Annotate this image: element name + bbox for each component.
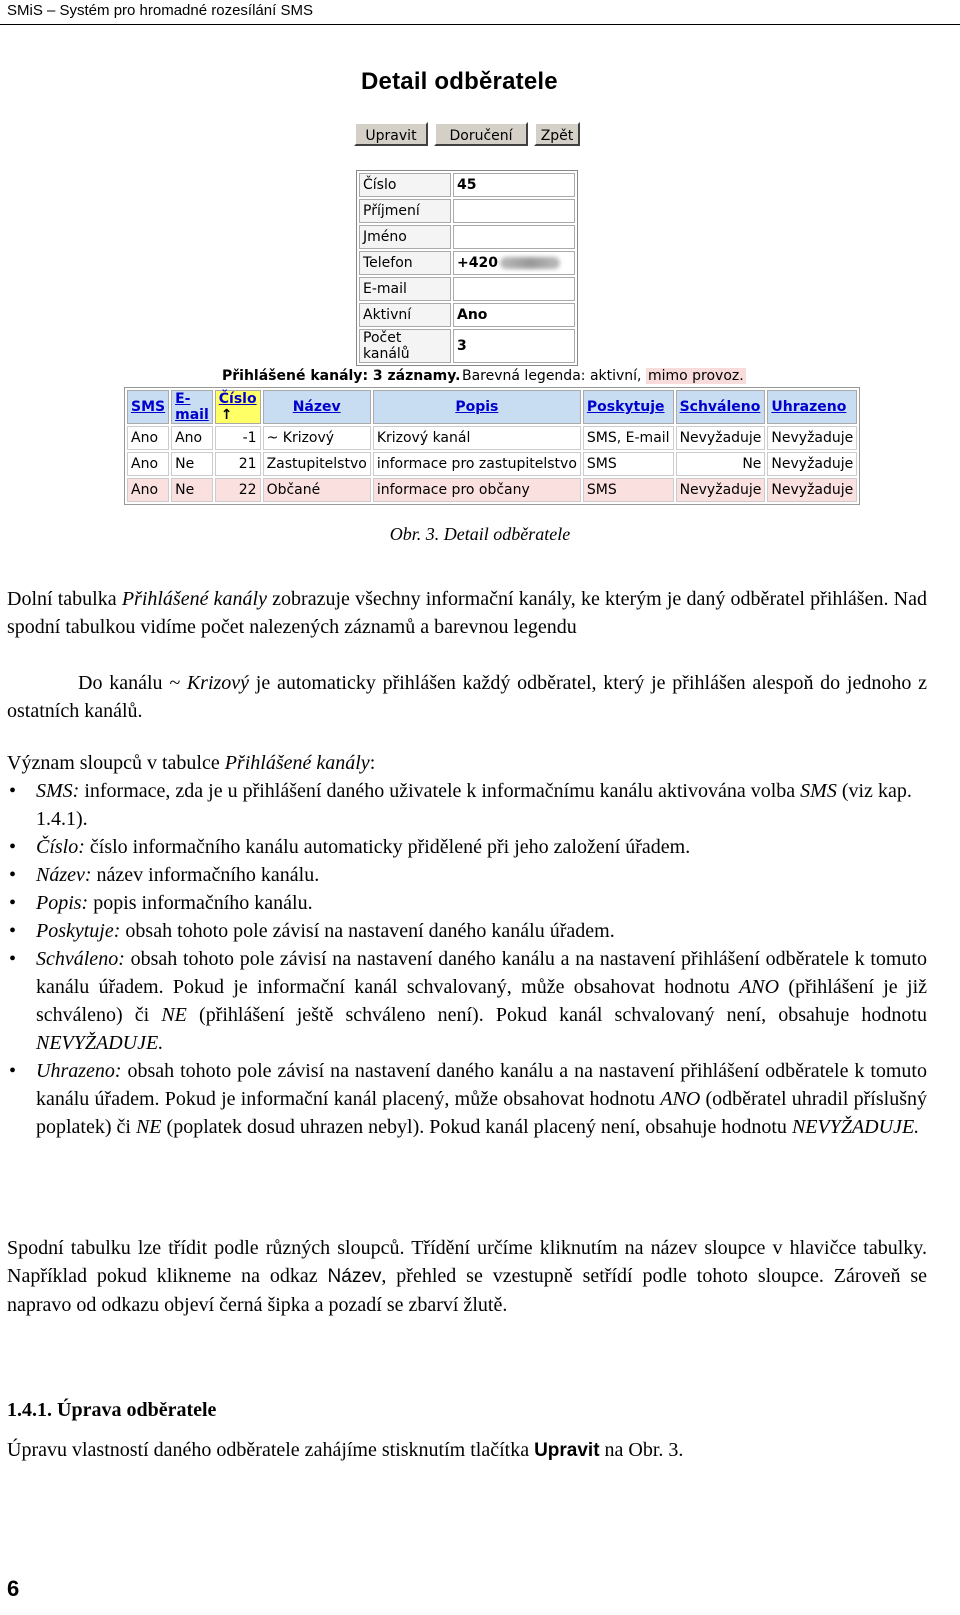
term: SMS: [36,780,80,802]
emphasis: ANO [739,976,780,998]
cell-paid: Nevyžaduje [767,478,857,502]
emphasis: NEVYŽADUJE. [791,1116,920,1138]
term: Název: [36,864,92,886]
detail-row [359,251,575,275]
detail-value: Ano [453,303,575,327]
table-row [127,452,857,476]
cell-sms: Ano [127,478,169,502]
emphasis: NEVYŽADUJE. [36,1032,164,1054]
phone-value: +420 [457,255,498,271]
emphasis: ANO [660,1088,701,1110]
list-item [7,861,927,889]
text: obsah tohoto pole závisí na nastavení daného kanálu a na nastavení přihlášení odběratele k tomuto kanálu úřadem. Pokud je informační kanál placený, může obsahovat hodnotu [36,1060,927,1110]
column-meaning-intro [7,749,927,777]
column-header-provides[interactable]: Poskytuje [583,390,674,424]
detail-title: Detail odběratele [361,68,558,95]
column-meaning-section [7,749,927,1141]
column-meaning-list [7,777,927,1141]
bullet-icon: • [9,892,17,914]
cell-approved: Nevyžaduje [676,478,766,502]
figure-caption: Obr. 3. Detail odběratele [389,524,571,544]
cell-email: Ne [171,478,213,502]
channels-table [124,387,860,505]
cell-approved: Nevyžaduje [676,426,766,450]
cell-description: Krizový kanál [373,426,581,450]
term: Číslo: [36,836,85,858]
link-name-reference: Název [327,1266,382,1287]
text: je automaticky přihlášen každý odběratel, který je přihlášen alespoň do jednoho z ostatních kanálů. [7,672,927,722]
bullet-icon: • [9,780,17,802]
column-header-approved[interactable]: Schváleno [676,390,766,424]
emphasis: Přihlášené kanály [121,588,267,610]
list-item [7,945,927,1057]
running-header-title: SMiS – Systém pro hromadné rozesílání SMS [7,2,313,19]
column-header-paid[interactable]: Uhrazeno [767,390,857,424]
text: Dolní tabulka [7,588,122,610]
list-item [7,833,927,861]
cell-sms: Ano [127,426,169,450]
cell-name: Zastupitelstvo [263,452,371,476]
running-header [0,0,960,25]
cell-description: informace pro občany [373,478,581,502]
emphasis: Přihlášené kanály [224,752,370,774]
table-row [127,478,857,502]
text: (poplatek dosud uhrazen nebyl). Pokud kanál placený není, obsahuje hodnotu [161,1116,792,1138]
cell-name: Občané [263,478,371,502]
list-item [7,889,927,917]
detail-row [359,199,575,223]
detail-value [453,277,575,301]
text: Úpravu vlastností daného odběratele zahájíme stisknutím tlačítka [7,1439,535,1461]
paragraph-edit-subscriber [7,1436,927,1465]
text: (viz kap. 1.4.1). [36,780,912,830]
color-legend [462,368,746,384]
bullet-icon: • [9,948,17,970]
column-header-name[interactable]: Název [263,390,371,424]
text: obsah tohoto pole závisí na nastavení daného kanálu a na nastavení přihlášení odběratele k tomuto kanálu úřadem. Pokud je informační kanál schvalovaný, může obsahovat hodnotu [36,948,927,998]
term: Poskytuje: [36,920,121,942]
emphasis: NE [135,1116,162,1138]
cell-number: 21 [215,452,261,476]
page-number: 6 [7,1576,20,1601]
text: , přehled se vzestupně setřídí podle tohoto sloupce. Zároveň se napravo od odkazu objeví černá šipka a pozadí se zbarví žlutě. [7,1265,927,1316]
detail-row [359,329,575,363]
cell-paid: Nevyžaduje [767,452,857,476]
detail-value [453,199,575,223]
emphasis: SMS [800,780,837,802]
paragraph-sorting [7,1234,927,1319]
detail-value: 3 [453,329,575,363]
text: popis informačního kanálu. [88,892,313,914]
sort-arrow-icon: ↑ [220,407,233,423]
text: Spodní tabulku lze třídit podle různých sloupců. Třídění určíme kliknutím na název sloupce v hlavičce tabulky. Například pokud klikneme na odkaz [7,1237,927,1287]
term: Popis: [36,892,89,914]
section-heading: 1.4.1. Úprava odběratele [7,1399,217,1421]
cell-email: Ne [171,452,213,476]
column-header-number[interactable] [215,390,261,424]
cell-provides: SMS, E-mail [583,426,674,450]
cell-approved: Ne [676,452,766,476]
term: Schváleno: [36,948,125,970]
channels-heading: Přihlášené kanály: 3 záznamy. [222,368,461,384]
back-button[interactable]: Zpět [534,122,580,146]
cell-provides: SMS [583,452,674,476]
cell-paid: Nevyžaduje [767,426,857,450]
detail-row [359,277,575,301]
detail-row [359,173,575,197]
list-item [7,777,927,833]
detail-label: Jméno [359,225,451,249]
delivery-button[interactable]: Doručení [434,122,528,146]
detail-label: Příjmení [359,199,451,223]
bullet-icon: • [9,864,17,886]
button-reference: Upravit [534,1440,600,1461]
cell-number: -1 [215,426,261,450]
cell-email: Ano [171,426,213,450]
paragraph-crisis-channel [7,669,927,725]
cell-provides: SMS [583,478,674,502]
paragraph-channels-table [7,585,927,641]
column-header-description[interactable]: Popis [373,390,581,424]
channels-header-row [127,390,857,424]
list-item [7,1057,927,1141]
list-item [7,917,927,945]
screenshot-figure [124,60,854,520]
detail-row [359,303,575,327]
column-header-number-label: Číslo [218,391,257,407]
text: název informačního kanálu. [91,864,320,886]
text: : [369,752,376,774]
bullet-icon: • [9,836,17,858]
text: na Obr. 3. [599,1439,684,1461]
subscriber-detail-table [356,170,578,366]
detail-value [453,225,575,249]
text: číslo informačního kanálu automaticky přidělené při jeho založení úřadem. [84,836,691,858]
legend-text: Barevná legenda: aktivní, [462,368,646,384]
text: (přihlášení je již schváleno) či [36,976,928,1026]
detail-row [359,225,575,249]
text: zobrazuje všechny informační kanály, ke kterým je daný odběratel přihlášen. Nad spodní tabulkou vidíme počet nalezených záznamů a barevnou legendu [7,588,927,638]
detail-label: Aktivní [359,303,451,327]
cell-description: informace pro zastupitelstvo [373,452,581,476]
text: informace, zda je u přihlášení daného uživatele k informačnímu kanálu aktivována volba [79,780,801,802]
detail-label: E-mail [359,277,451,301]
detail-label: Telefon [359,251,451,275]
redacted-phone-blur [500,257,560,269]
legend-inactive: mimo provoz. [647,368,744,384]
table-row [127,426,857,450]
text: (přihlášení ještě schváleno není). Pokud kanál schvalovaný není, obsahuje hodnotu [186,1004,927,1026]
bullet-icon: • [9,1060,17,1082]
cell-number: 22 [215,478,261,502]
text: obsah tohoto pole závisí na nastavení daného kanálu úřadem. [120,920,615,942]
text: Do kanálu [78,672,170,694]
detail-label: Číslo [359,173,451,197]
column-header-email[interactable]: E-mail [171,390,213,424]
term: Uhrazeno: [36,1060,122,1082]
emphasis: NE [161,1004,187,1026]
text: (odběratel uhradil příslušný poplatek) či [36,1088,927,1138]
detail-value [453,251,575,275]
cell-name: ~ Krizový [263,426,371,450]
detail-label: Počet kanálů [359,329,451,363]
detail-value: 45 [453,173,575,197]
cell-sms: Ano [127,452,169,476]
edit-button[interactable]: Upravit [354,122,428,146]
text: Význam sloupců v tabulce [7,752,225,774]
emphasis: ~ Krizový [169,672,250,694]
column-header-sms[interactable]: SMS [127,390,169,424]
bullet-icon: • [9,920,17,942]
